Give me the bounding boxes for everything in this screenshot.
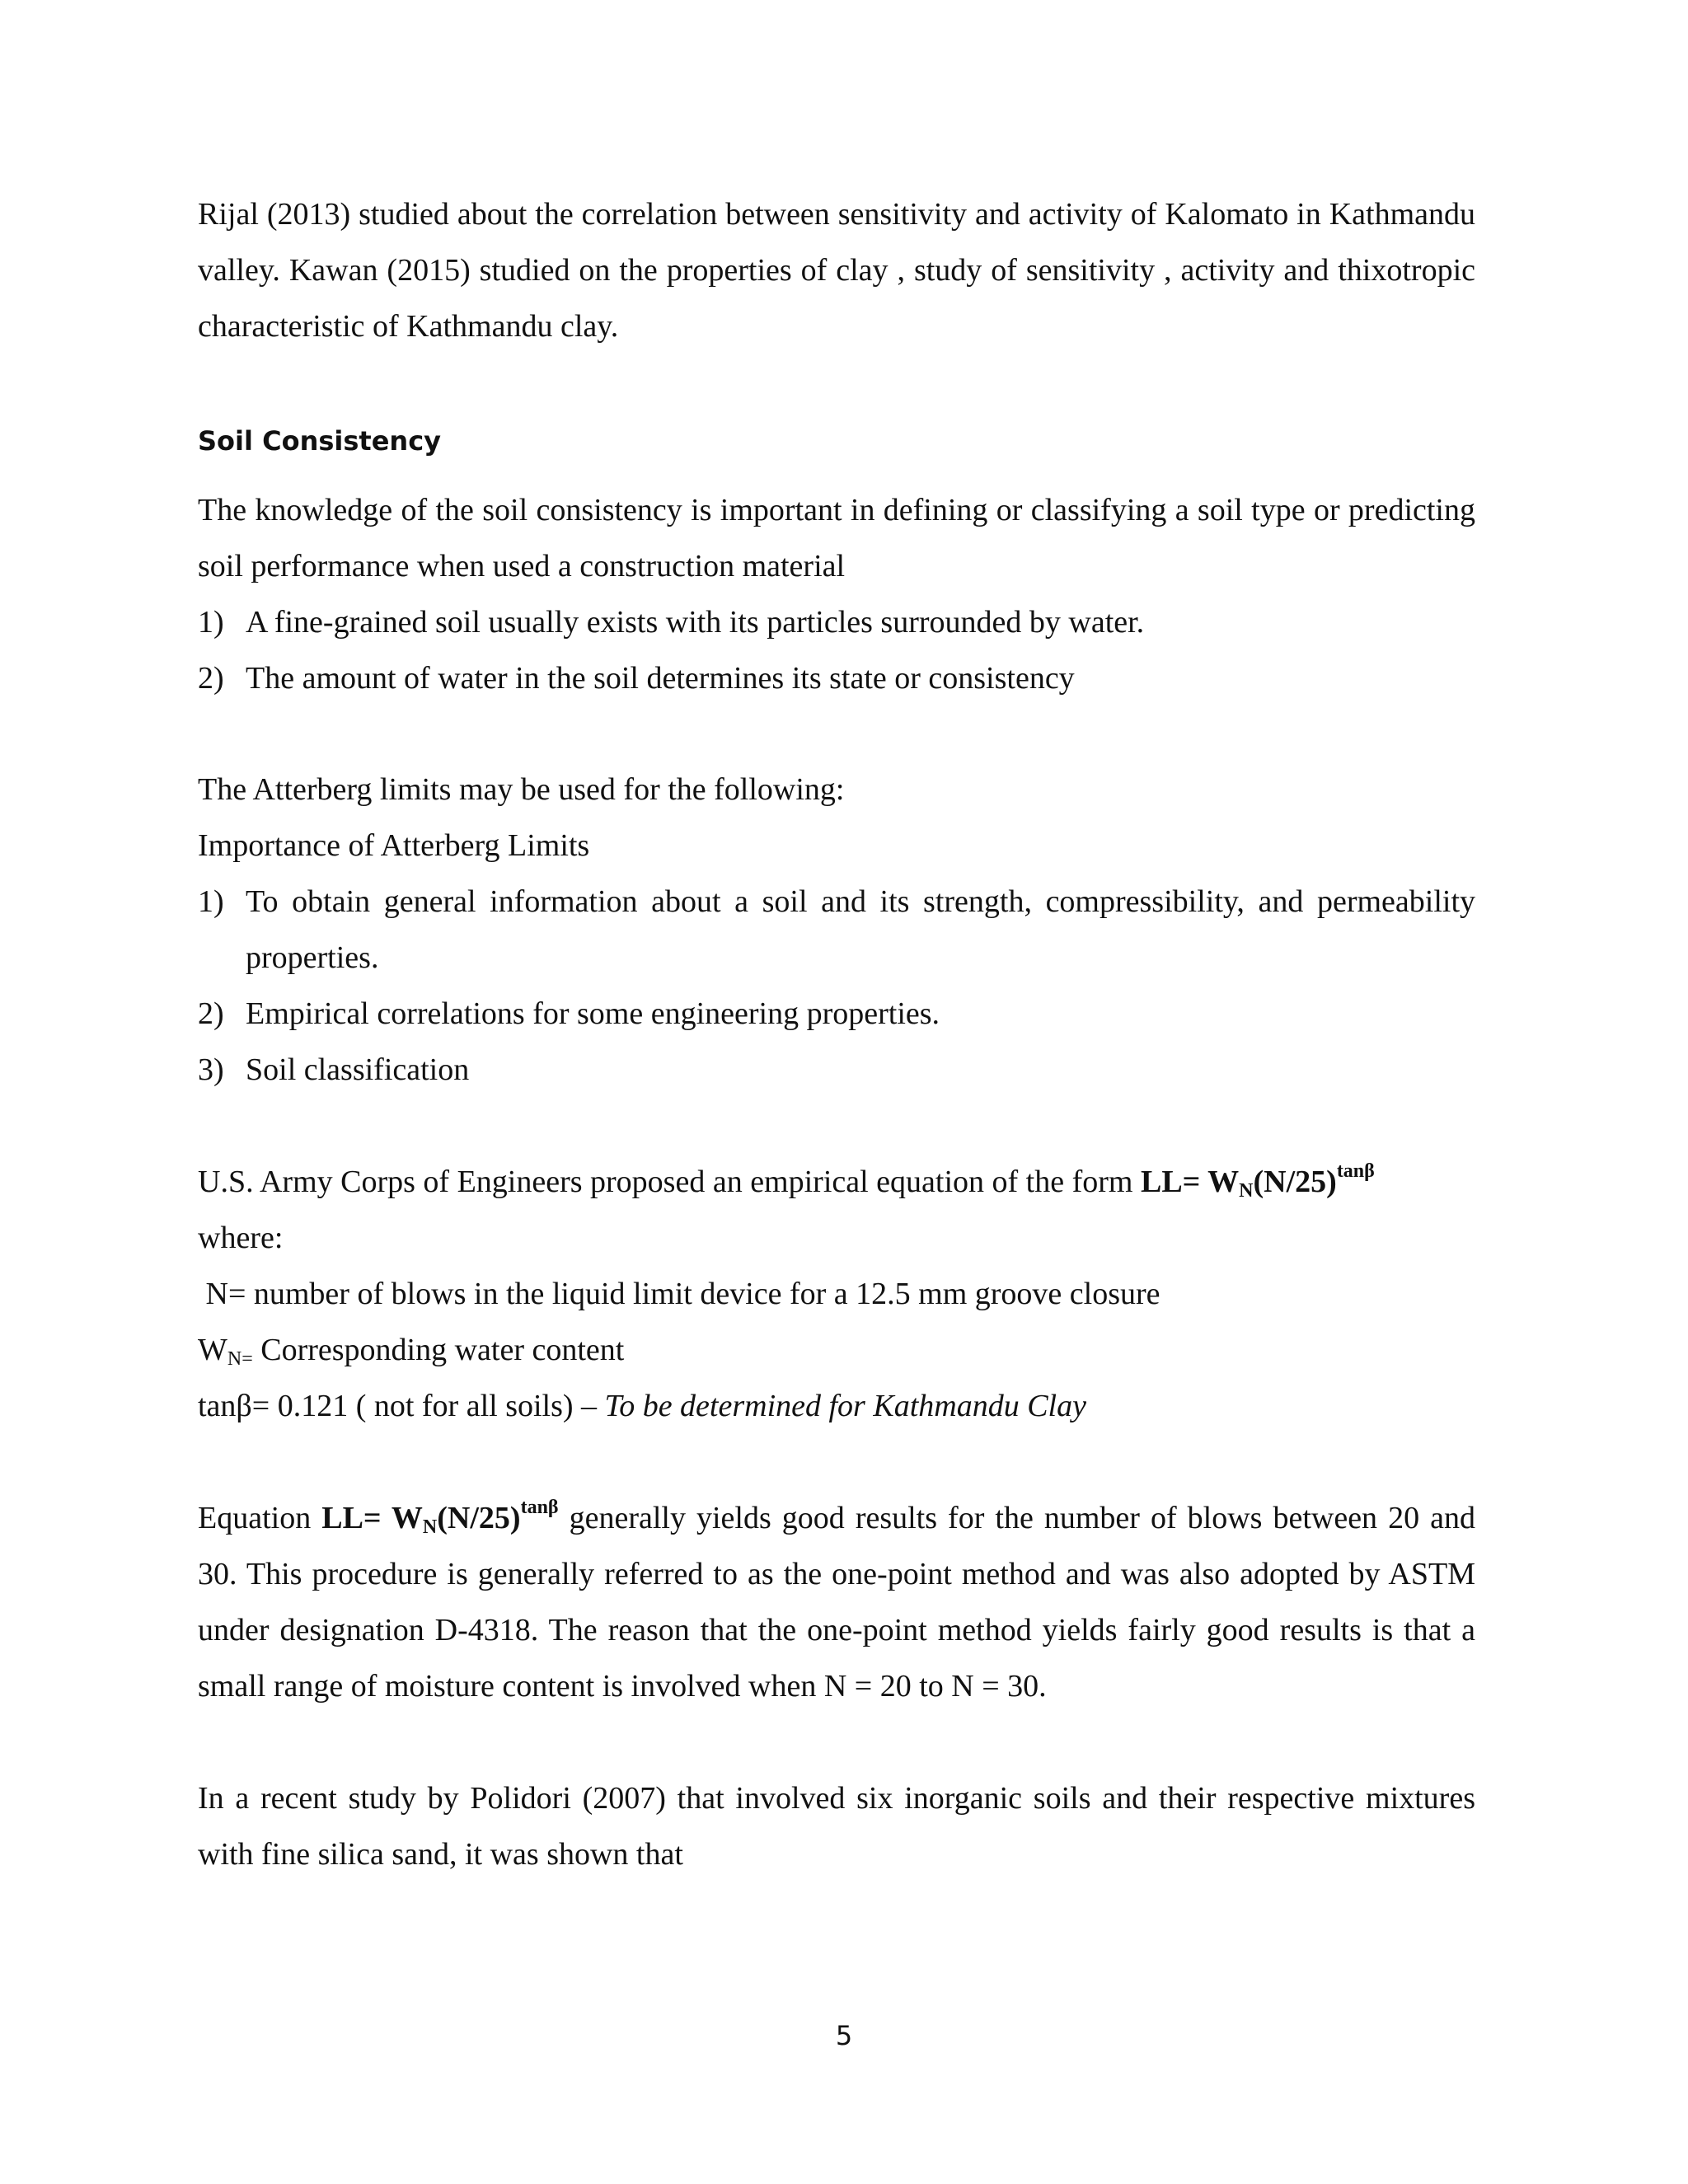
atterberg-intro: The Atterberg limits may be used for the following: — [198, 772, 845, 807]
corps-sentence — [198, 1154, 1375, 1210]
list-text: Soil classification — [246, 1052, 470, 1087]
equation-body: (N/25) — [1253, 1165, 1337, 1199]
wn-subscript: N= — [227, 1348, 253, 1370]
page-number: 5 — [835, 2020, 853, 2051]
polidori-paragraph: In a recent study by Polidori (2007) that involved six inorganic soils and their respective mixtures with fine silica sand, it was shown that — [198, 1781, 1475, 1872]
tan-text: tanβ= 0.121 ( not for all soils) – — [198, 1389, 605, 1423]
corps-lead: U.S. Army Corps of Engineers proposed an empirical equation of the form — [198, 1165, 1141, 1199]
list-number: 2) — [198, 661, 224, 696]
where-label: where: — [198, 1221, 284, 1255]
consistency-list — [198, 594, 1475, 706]
list-number: 1) — [198, 884, 224, 919]
list-number: 1) — [198, 605, 224, 640]
wn-symbol: W — [198, 1333, 227, 1367]
tan-definition — [198, 1378, 1086, 1434]
intro-paragraph: Rijal (2013) studied about the correlation between sensitivity and activity of Kalomato in Kathmandu valley. Kawan (2015) studied on the properties of clay , study of sensitivity , activity and thixotropic characteristic of Kathmandu clay. — [198, 197, 1475, 344]
equation-body: (N/25) — [437, 1501, 521, 1535]
one-point-lead: Equation — [198, 1501, 322, 1535]
consistency-paragraph: The knowledge of the soil consistency is important in defining or classifying a soil type or predicting soil performance when used a construction material — [198, 493, 1475, 583]
atterberg-subheading: Importance of Atterberg Limits — [198, 828, 590, 863]
list-number: 3) — [198, 1052, 224, 1087]
equation-inline — [321, 1497, 559, 1538]
n-definition: N= number of blows in the liquid limit device for a 12.5 mm groove closure — [198, 1277, 1160, 1311]
list-item — [198, 986, 1475, 1042]
equation-lhs: LL= W — [321, 1501, 423, 1535]
list-text: A fine-grained soil usually exists with its particles surrounded by water. — [246, 605, 1145, 640]
equation-lhs: LL= W — [1140, 1165, 1240, 1199]
equation — [1140, 1160, 1375, 1202]
list-item — [198, 1042, 1475, 1098]
list-text: To obtain general information about a soil and its strength, compressibility, and permeability properties. — [246, 884, 1475, 975]
wn-definition — [198, 1322, 624, 1378]
one-point-paragraph — [198, 1490, 1475, 1714]
list-item — [198, 594, 1475, 650]
equation-subscript: N — [422, 1516, 438, 1538]
list-text: Empirical correlations for some engineering properties. — [246, 996, 940, 1031]
equation-exponent: tanβ — [1336, 1160, 1375, 1182]
wn-text: Corresponding water content — [252, 1333, 625, 1367]
one-point-rest: generally yields good results for the number of blows between 20 and 30. This procedure is generally referred to as the one-point method and was also adopted by ASTM under designation D-4318. The reason that the one-point method yields fairly good results is that a small range of moisture content is involved when N = 20 to N = 30. — [198, 1501, 1475, 1704]
atterberg-list — [198, 874, 1475, 1098]
equation-exponent: tanβ — [520, 1497, 559, 1518]
list-item — [198, 874, 1475, 986]
list-text: The amount of water in the soil determines its state or consistency — [246, 661, 1075, 696]
list-number: 2) — [198, 996, 224, 1031]
list-item — [198, 650, 1475, 706]
equation-subscript: N — [1239, 1180, 1254, 1202]
tan-note: To be determined for Kathmandu Clay — [604, 1389, 1086, 1423]
section-heading: Soil Consistency — [198, 425, 442, 457]
